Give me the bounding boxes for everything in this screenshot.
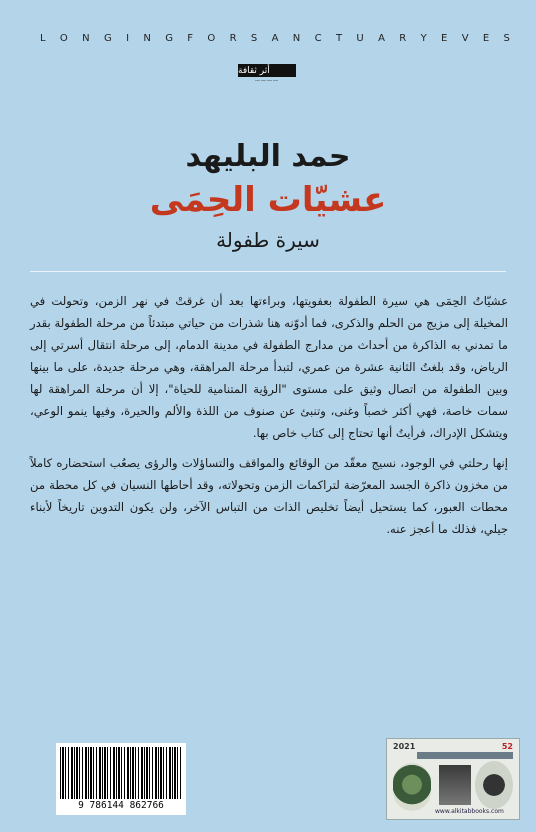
banner-letter: T	[335, 33, 343, 44]
banner-letter: U	[356, 33, 364, 44]
author-name: حمد البليهد	[185, 139, 351, 174]
stamp-website: www.alkitabbooks.com	[435, 808, 504, 815]
barcode-digits: 9 786144 862766	[78, 800, 164, 811]
stamp-band	[417, 752, 513, 759]
stamp-emblem-icon	[393, 763, 431, 811]
banner-letter: R	[399, 33, 407, 44]
banner-letter: G	[165, 33, 173, 44]
book-subtitle: سيرة طفولة	[216, 228, 320, 252]
banner-letter: E	[441, 33, 448, 44]
banner-letter: G	[103, 33, 112, 44]
barcode-bars	[60, 747, 182, 799]
banner-letter: C	[314, 33, 322, 44]
banner-letter: O	[207, 33, 216, 44]
publisher-logo-underline: ――――	[255, 78, 279, 84]
blurb-paragraph: عشيّاتُ الحِمَى هي سيرة الطفولة بعفويتها، وبراءتها بعد أن غرقتْ في نهر الزمن، وتحولت في المخيلة إلى مزيج من الحلم والذكرى، فما أدوّنه هنا شذرات من حياتي مبتدئاً من مرحلة الطفولة بقدر ما تمدني به الذاكرة من أحداث من مدارج الطفولة في مدينة الدمام، إلى مرحلة انتقال أسرتي إلى الرياض، وقد بلغتُ الثانية عشرة من عمري، لتبدأ مرحلة المراهقة، وهي مرحلة جديدة، على ما بينها وبين الطفولة من اتصال وثيق على مستوى "الرؤية المتنامية للحياة"، إلا أن مرحلة المراهقة لها سمات خاصة، فهي أكثر خصباً وغنى، وتنبئ عن صنوف من اللذة والألم والحيرة، وفيها ينمو الوعي، ويتشكل الإدراك، فرأيتُ أنها تحتاج إلى كتاب خاص بها.	[30, 294, 508, 440]
divider-line	[30, 271, 506, 272]
banner-letter: I	[126, 33, 130, 44]
postage-stamp-sticker	[386, 738, 520, 820]
stamp-number: 52	[501, 742, 513, 751]
publisher-logo-name: أثر ثقافة	[238, 65, 270, 76]
banner-letter: E	[482, 33, 490, 44]
banner-letter: R	[229, 33, 237, 44]
banner-letter: Y	[420, 33, 427, 44]
banner-letter: N	[292, 33, 301, 44]
publisher-logo	[234, 64, 300, 86]
banner-letter: A	[271, 33, 279, 44]
banner-letter: O	[59, 33, 68, 44]
stamp-year: 2021	[393, 742, 416, 751]
banner-letter: L	[40, 33, 46, 44]
banner-letter: S	[503, 33, 510, 44]
blurb-paragraph: إنها رحلتي في الوجود، نسيج معقّد من الوقائع والمواقف والتساؤلات والرؤى يصعُب استحضاره كاملاً من مخزون ذاكرة الجسد المعرّضة لتراكمات الزمن وتحولاته، وقد أحاطها النسيان في كل محطة من محطات العبور، كما يستحيل أيضاً تخليص الذات من التباس الآخر، ولن يكون التدوين تاريخاً لأبناء جيلي، فذلك ما أعجز عنه.	[30, 456, 508, 536]
stamp-portrait-image	[439, 765, 471, 805]
banner-letter: A	[378, 33, 385, 44]
banner-letter: N	[143, 33, 151, 44]
banner-letter: N	[82, 33, 90, 44]
publisher-logo-box	[238, 64, 296, 77]
isbn-barcode	[56, 743, 186, 815]
english-title-banner	[40, 33, 510, 44]
blurb-text	[30, 290, 508, 548]
stamp-horse-icon	[475, 761, 513, 809]
banner-letter: V	[461, 33, 469, 44]
book-title: عشيّات الحِمَى	[149, 180, 387, 220]
banner-letter: S	[250, 33, 258, 44]
banner-letter: F	[187, 33, 194, 44]
